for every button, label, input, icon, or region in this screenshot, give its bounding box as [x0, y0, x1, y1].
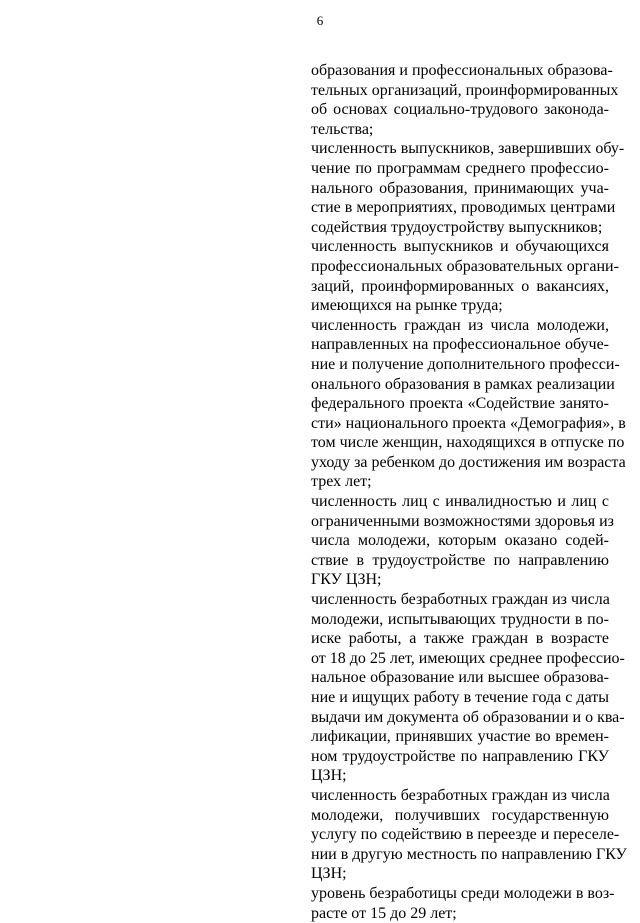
- text-line: лификации, принявших участие во времен-: [311, 728, 609, 746]
- text-line: об основах социально-трудового законода-: [311, 101, 609, 119]
- text-line: том числе женщин, находящихся в отпуске по: [311, 434, 625, 452]
- text-line: тельных организаций, проинформированных: [311, 81, 619, 99]
- text-line: чение по программам среднего профессио-: [311, 159, 609, 177]
- text-line: имеющихся на рынке труда;: [311, 297, 503, 315]
- text-line: ние и получение дополнительного професси-: [311, 355, 620, 373]
- text-line: численность выпускников, завершивших обу-: [311, 140, 625, 158]
- text-line: федерального проекта «Содействие занято-: [311, 395, 609, 413]
- text-line: нального образования, принимающих уча-: [311, 179, 609, 197]
- text-line: ние и ищущих работу в течение года с даты: [311, 689, 609, 706]
- text-line: сти» национального проекта «Демография», в: [311, 414, 626, 432]
- text-line: нии в другую местность по направлению ГКУ: [311, 845, 627, 863]
- text-line: ствие в трудоустройстве по направлению: [311, 551, 609, 569]
- text-line: численность лиц с инвалидностью и лиц с: [311, 493, 609, 511]
- text-line: уходу за ребенком до достижения им возраста: [311, 453, 626, 471]
- text-line: содействия трудоустройству выпускников;: [311, 218, 603, 236]
- text-line: трех лет;: [311, 473, 372, 491]
- text-line: молодежи, получивших государственную: [311, 806, 609, 824]
- text-line: числа молодежи, которым оказано содей-: [311, 532, 609, 550]
- text-line: стие в мероприятиях, проводимых центрами: [311, 199, 616, 217]
- text-line: тельства;: [311, 120, 374, 138]
- text-line: услугу по содействию в переезде и переселе-: [311, 826, 620, 844]
- text-line: нальное образование или высшее образова-: [311, 669, 609, 687]
- text-line: от 18 до 25 лет, имеющих среднее профессио-: [311, 649, 625, 667]
- text-line: ограниченными возможностями здоровья из: [311, 512, 614, 530]
- text-line: выдачи им документа об образовании и о ква-: [311, 708, 625, 726]
- text-line: образования и профессиональных образова-: [311, 62, 613, 79]
- text-line: профессиональных образовательных органи-: [311, 257, 619, 275]
- text-line: заций, проинформированных о вакансиях,: [311, 277, 609, 295]
- text-line: молодежи, испытывающих трудности в по-: [311, 610, 609, 628]
- text-line: ЦЗН;: [311, 767, 347, 785]
- text-line: уровень безработицы среди молодежи в воз-: [311, 884, 615, 902]
- text-line: ГКУ ЦЗН;: [311, 571, 382, 589]
- text-line: ЦЗН;: [311, 865, 347, 883]
- text-line: онального образования в рамках реализации: [311, 375, 615, 393]
- text-line: иске работы, а также граждан в возрасте: [311, 630, 609, 648]
- page-number: 6: [316, 13, 324, 28]
- text-line: численность граждан из числа молодежи,: [311, 316, 609, 334]
- text-line: ном трудоустройстве по направлению ГКУ: [311, 747, 609, 765]
- text-line: численность безработных граждан из числа: [311, 591, 610, 609]
- text-line: численность безработных граждан из числа: [311, 786, 610, 804]
- text-line: расте от 15 до 29 лет;: [311, 904, 457, 922]
- text-line: численность выпускников и обучающихся: [311, 238, 609, 256]
- text-line: направленных на профессиональное обуче-: [311, 336, 609, 354]
- document-text-column: [311, 61, 627, 923]
